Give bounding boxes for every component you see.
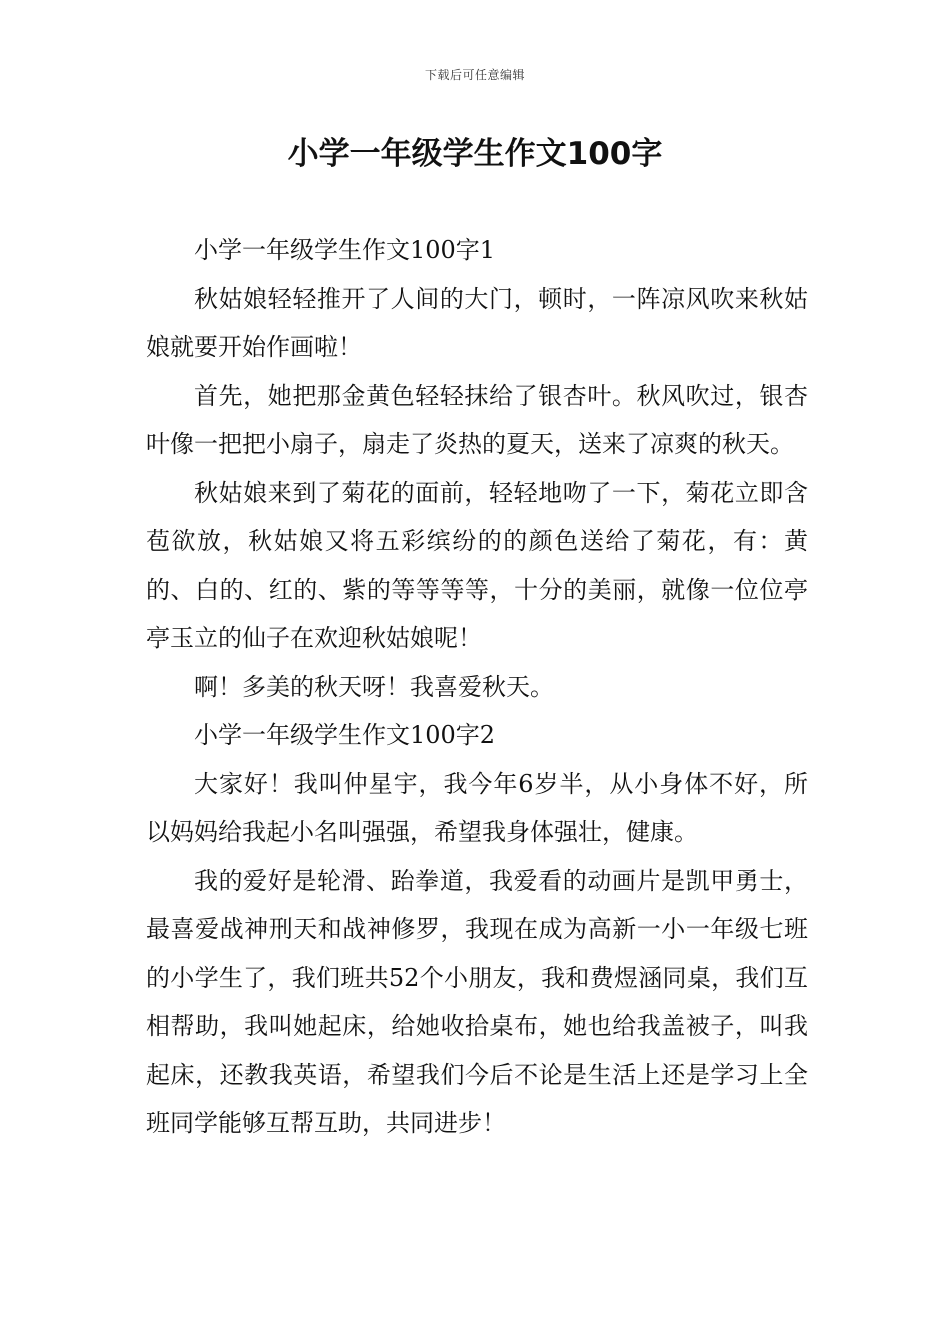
header-note: 下载后可任意编辑 [424,68,525,82]
essay-heading-1: 小学一年级学生作文100字1 [194,236,496,264]
paragraph: 首先，她把那金黄色轻轻抹给了银杏叶。秋风吹过，银杏叶像一把把小扇子，扇走了炎热的夏天，送来了凉爽的秋天。 [146,381,808,458]
paragraph: 大家好！我叫仲星宇，我今年6岁半，从小身体不好，所以妈妈给我起小名叫强强，希望我身体强壮，健康。 [146,769,808,846]
document-title: 小学一年级学生作文100字 [287,136,663,172]
essay-heading-2: 小学一年级学生作文100字2 [194,721,496,749]
paragraph: 秋姑娘轻轻推开了人间的大门，顿时，一阵凉风吹来秋姑娘就要开始作画啦！ [146,284,808,361]
paragraph: 啊！多美的秋天呀！我喜爱秋天。 [194,672,554,701]
paragraph: 我的爱好是轮滑、跆拳道，我爱看的动画片是凯甲勇士，最喜爱战神刑天和战神修罗，我现在成为高新一小一年级七班的小学生了，我们班共52个小朋友，我和费煜涵同桌，我们互相帮助，我叫她起床，给她收拾桌布，她也给我盖被子，叫我起床，还教我英语，希望我们今后不论是生活上还是学习上全班同学能够互帮互助，共同进步！ [146,866,808,1137]
paragraph: 秋姑娘来到了菊花的面前，轻轻地吻了一下，菊花立即含苞欲放，秋姑娘又将五彩缤纷的的颜色送给了菊花，有：黄的、白的、红的、紫的等等等等，十分的美丽，就像一位位亭亭玉立的仙子在欢迎秋姑娘呢！ [146,478,808,652]
document-body [146,226,808,1148]
